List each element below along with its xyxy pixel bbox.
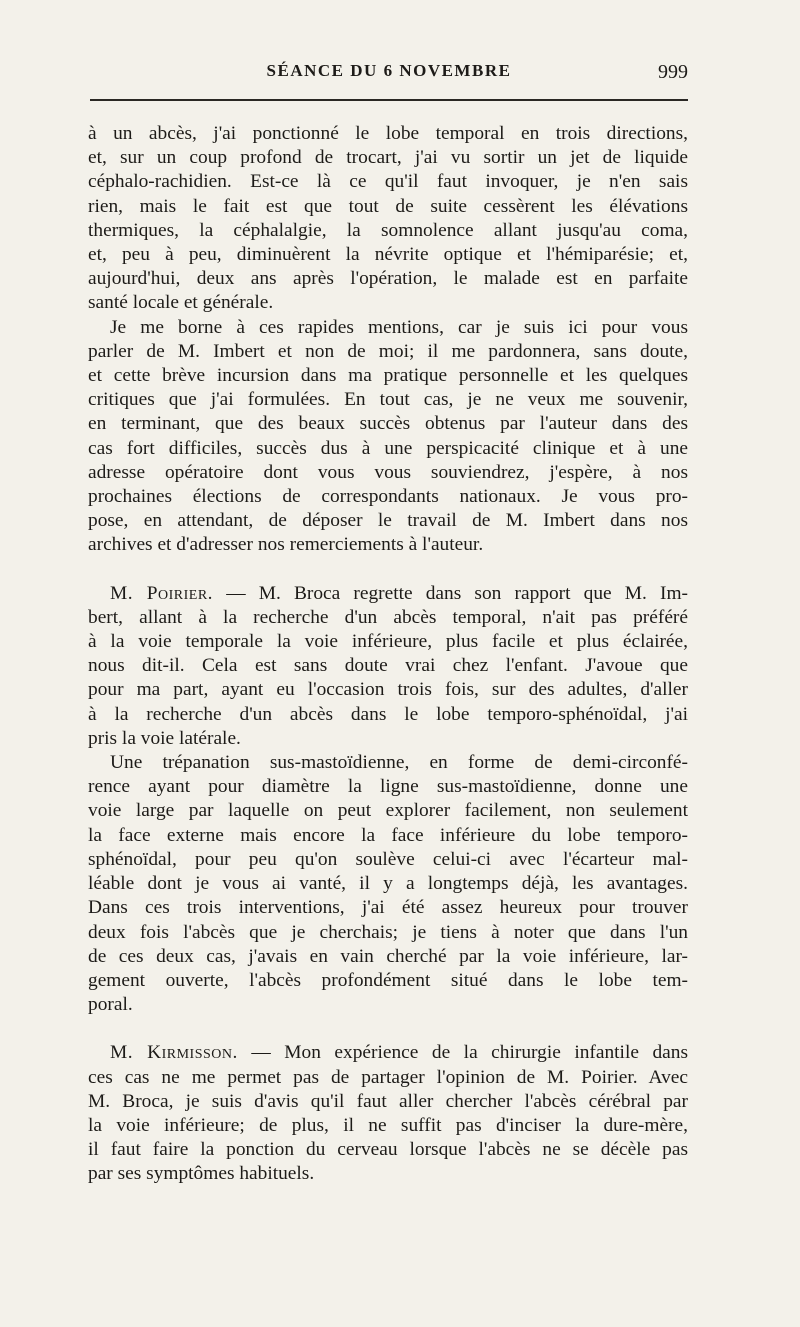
text-line: Dans ces trois interventions, j'ai été assez heureux pour trouver: [88, 897, 688, 919]
text-line: la face externe mais encore la face inférieure du lobe temporo-: [88, 824, 688, 846]
text-line: adresse opératoire dont vous vous souviendrez, j'espère, à nos: [88, 461, 688, 483]
text-line: pour ma part, ayant eu l'occasion trois fois, sur des adultes, d'aller: [88, 679, 688, 701]
text-fragment: — Mon expérience de la chirurgie infantile dans: [251, 1042, 688, 1064]
text-line: en terminant, que des beaux succès obtenus par l'auteur dans des: [88, 413, 688, 435]
text-line: deux fois l'abcès que je cherchais; je tiens à noter que dans l'un: [88, 921, 688, 943]
paragraph-kirmisson: [88, 1041, 688, 1186]
speaker-name: M. Kirmisson.: [110, 1042, 238, 1064]
text-line: il faut faire la ponction du cerveau lorsque l'abcès ne se décèle pas: [88, 1139, 688, 1161]
text-line: voie large par laquelle on peut explorer facilement, non seulement: [88, 800, 688, 822]
text-line: gement ouverte, l'abcès profondément situé dans le lobe tem-: [88, 969, 688, 991]
paragraph-gap: [88, 1017, 688, 1041]
paragraph-trepanation: [88, 751, 688, 1017]
paragraph-poirier: [88, 582, 688, 751]
text-line: M. Broca, je suis d'avis qu'il faut aller chercher l'abcès cérébral par: [88, 1090, 688, 1112]
running-head: [90, 61, 688, 91]
body-text: [88, 122, 688, 1187]
header-rule: [90, 99, 688, 101]
text-line: [88, 582, 688, 606]
text-line: la voie inférieure; de plus, il ne suffit pas d'inciser la dure-mère,: [88, 1114, 688, 1136]
text-line: Une trépanation sus-mastoïdienne, en forme de demi-circonfé-: [110, 752, 688, 774]
text-line: et, peu à peu, diminuèrent la névrite optique et l'hémiparésie; et,: [88, 244, 688, 266]
text-line: nous dit-il. Cela est sans doute vrai chez l'enfant. J'avoue que: [88, 655, 688, 677]
text-line: prochaines élections de correspondants nationaux. Je vous pro-: [88, 486, 688, 508]
text-line: à la recherche d'un abcès dans le lobe temporo-sphénoïdal, j'ai: [88, 703, 688, 725]
text-fragment: — M. Broca regrette dans son rapport que M. Im-: [226, 582, 689, 604]
speaker-name: M. Poirier.: [110, 582, 214, 604]
paragraph-conclusion: [88, 316, 688, 558]
page-number: 999: [658, 61, 688, 83]
text-line: rence ayant pour diamètre la ligne sus-mastoïdienne, donne une: [88, 776, 688, 798]
text-line: à un abcès, j'ai ponctionné le lobe temporal en trois directions,: [88, 123, 688, 144]
text-line: sphénoïdal, pour peu qu'on soulève celui-ci avec l'écarteur mal-: [88, 848, 688, 870]
text-line: aujourd'hui, deux ans après l'opération, le malade est en parfaite: [88, 268, 688, 290]
text-line: céphalo-rachidien. Est-ce là ce qu'il faut invoquer, je n'en sais: [88, 171, 688, 193]
text-line: ces cas ne me permet pas de partager l'opinion de M. Poirier. Avec: [88, 1066, 688, 1088]
text-line: pris la voie latérale.: [88, 727, 241, 749]
text-line: bert, allant à la recherche d'un abcès temporal, n'ait pas préféré: [88, 606, 688, 628]
text-line: [88, 1041, 688, 1065]
text-line: Je me borne à ces rapides mentions, car je suis ici pour vous: [110, 316, 688, 338]
paragraph-continuation: [88, 122, 688, 316]
text-line: santé locale et générale.: [88, 292, 274, 314]
running-head-title: SÉANCE DU 6 NOVEMBRE: [266, 61, 512, 80]
text-line: critiques que j'ai formulées. En tout cas, je ne veux me souvenir,: [88, 389, 688, 411]
text-line: et, sur un coup profond de trocart, j'ai vu sortir un jet de liquide: [88, 147, 688, 169]
text-line: par ses symptômes habituels.: [88, 1163, 315, 1185]
paragraph-gap: [88, 558, 688, 582]
text-line: de ces deux cas, j'avais en vain cherché par la voie inférieure, lar-: [88, 945, 688, 967]
text-line: léable dont je vous ai vanté, il y a longtemps déjà, les avantages.: [88, 873, 688, 895]
text-line: pose, en attendant, de déposer le travail de M. Imbert dans nos: [88, 510, 688, 532]
text-line: et cette brève incursion dans ma pratique personnelle et les quelques: [88, 365, 688, 387]
text-line: thermiques, la céphalalgie, la somnolence allant jusqu'au coma,: [88, 219, 688, 241]
text-line: à la voie temporale la voie inférieure, plus facile et plus éclairée,: [88, 631, 688, 653]
text-line: rien, mais le fait est que tout de suite cessèrent les élévations: [88, 195, 688, 217]
text-line: parler de M. Imbert et non de moi; il me pardonnera, sans doute,: [88, 340, 688, 362]
text-line: archives et d'adresser nos remerciements à l'auteur.: [88, 534, 484, 556]
text-line: cas fort difficiles, succès dus à une perspicacité clinique et à une: [88, 437, 688, 459]
text-line: poral.: [88, 994, 133, 1016]
